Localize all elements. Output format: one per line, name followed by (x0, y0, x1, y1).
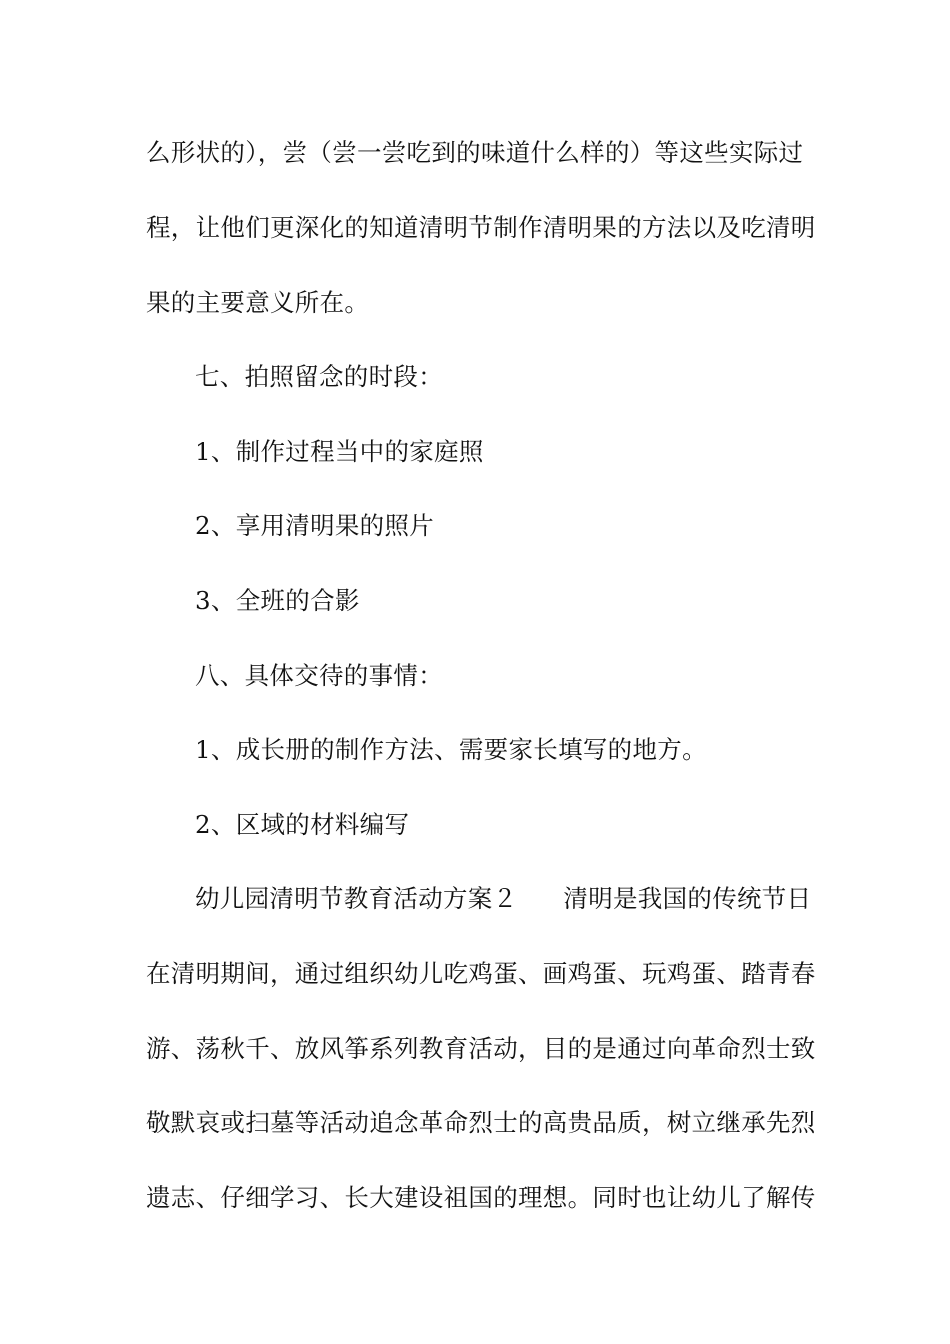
paragraph-line: 遗志、仔细学习、长大建设祖国的理想。同时也让幼儿了解传 (146, 1183, 816, 1212)
list-item: 2、区域的材料编写 (195, 810, 410, 839)
paragraph-line: 游、荡秋千、放风筝系列教育活动，目的是通过向革命烈士致 (146, 1034, 816, 1063)
paragraph-line: 敬默哀或扫墓等活动追念革命烈士的高贵品质，树立继承先烈 (146, 1108, 816, 1137)
list-item: 3、全班的合影 (195, 586, 360, 615)
section-heading: 八、具体交待的事情： (195, 661, 443, 690)
list-item: 1、成长册的制作方法、需要家长填写的地方。 (195, 735, 707, 764)
section-heading: 七、拍照留念的时段： (195, 362, 443, 391)
paragraph-start: 清明是我国的传统节日 (563, 884, 812, 913)
text-line: 果的主要意义所在。 (146, 288, 370, 317)
text-line: 么形状的），尝（尝一尝吃到的味道什么样的）等这些实际过 (146, 138, 804, 167)
section-title-line (195, 884, 855, 914)
paragraph-line: 在清明期间，通过组织幼儿吃鸡蛋、画鸡蛋、玩鸡蛋、踏青春 (146, 959, 816, 988)
list-item: 2、享用清明果的照片 (195, 511, 435, 540)
text-line: 程，让他们更深化的知道清明节制作清明果的方法以及吃清明 (146, 213, 816, 242)
section-title: 幼儿园清明节教育活动方案２ (195, 884, 518, 913)
list-item: 1、制作过程当中的家庭照 (195, 437, 484, 466)
